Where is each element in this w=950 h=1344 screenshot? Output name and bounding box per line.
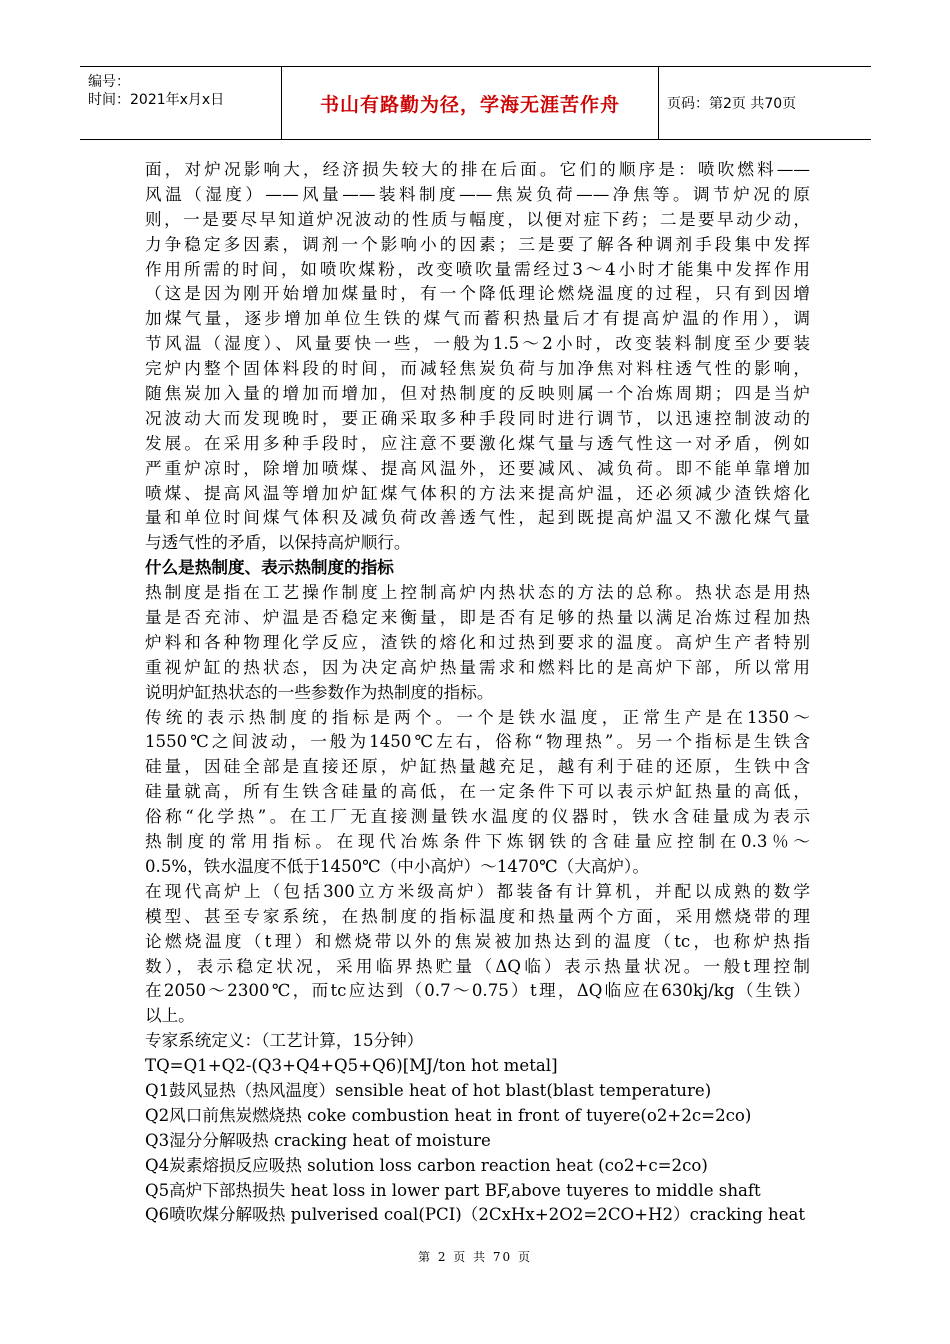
text-line: 发展。在采用多种手段时，应注意不要激化煤气量与透气性这一对矛盾，例如 [145,433,810,453]
text-line: 硅量，因硅全部是直接还原，炉缸热量越充足，越有利于硅的还原，生铁中含 [145,757,810,777]
page-footer: 第 2 页 共 70 页 [418,1250,532,1264]
text-line: 模型、甚至专家系统，在热制度的指标温度和热量两个方面，采用燃烧带的理 [145,906,810,926]
text-line: 数），表示稳定状况，采用临界热贮量（ΔQ临）表示热量状况。一般t理控制 [145,956,810,976]
text-line: 0.5%，铁水温度不低于1450℃（中小高炉）～1470℃（大高炉）。 [145,856,649,876]
formula-term-q6: Q6喷吹煤分解吸热 pulverised coal(PCI)（2CxHx+2O2=2CO+H2）cracking heat [145,1205,806,1225]
text-line: 论燃烧温度（t理）和燃烧带以外的焦炭被加热达到的温度（tc，也称炉热指 [145,931,810,951]
section-heading: 什么是热制度、表示热制度的指标 [145,558,394,578]
text-line: 炉料和各种物理化学反应，渣铁的熔化和过热到要求的温度。高炉生产者特别 [145,632,810,652]
text-line: 则，一是要尽早知道炉况波动的性质与幅度，以便对症下药；二是要早动少动， [145,209,810,229]
formula-line: TQ=Q1+Q2-(Q3+Q4+Q5+Q6)[MJ/ton hot metal] [145,1056,558,1076]
text-line: 重视炉缸的热状态，因为决定高炉热量需求和燃料比的是高炉下部，所以常用 [145,657,810,677]
text-line: 节风温（湿度）、风量要快一些，一般为1.5～2小时，改变装料制度至少要装 [145,334,810,354]
text-line: 与透气性的矛盾，以保持高炉顺行。 [145,533,411,553]
header-motto-cell [282,67,659,139]
text-line: 严重炉凉时，除增加喷煤、提高风温外，还要减风、减负荷。即不能单靠增加 [145,458,810,478]
text-line: 量和单位时间煤气体积及减负荷改善透气性，起到既提高炉温又不激化煤气量 [145,508,810,528]
text-line: 喷煤、提高风温等增加炉缸煤气体积的方法来提高炉温，还必须减少渣铁熔化 [145,483,810,503]
header-page-cell [659,67,871,139]
text-line: 力争稳定多因素，调剂一个影响小的因素；三是要了解各种调剂手段集中发挥 [145,234,810,254]
formula-term-q1: Q1鼓风显热（热风温度）sensible heat of hot blast(blast temperature) [145,1080,712,1100]
text-line: 作用所需的时间，如喷吹煤粉，改变喷吹量需经过3～4小时才能集中发挥作用 [145,259,810,279]
text-line: 以上。 [145,1006,195,1026]
text-line: 况波动大而发现晚时，要正确采取多种手段同时进行调节，以迅速控制波动的 [145,408,810,428]
text-line: 在现代高炉上（包括300立方米级高炉）都装备有计算机，并配以成熟的数学 [145,881,810,901]
header-motto: 书山有路勤为径，学海无涯苦作舟 [319,94,620,116]
text-line: 专家系统定义：（工艺计算，15分钟） [145,1031,424,1051]
text-line: 量是否充沛、炉温是否稳定来衡量，即是否有足够的热量以满足冶炼过程加热 [145,608,810,628]
text-line: 在2050～2300℃，而tc应达到（0.7～0.75）t理，ΔQ临应在630kj/kg（生铁） [145,981,810,1001]
formula-term-q2: Q2风口前焦炭燃烧热 coke combustion heat in front of tuyere(o2+2c=2co) [145,1105,752,1125]
text-line: 面，对炉况影响大，经济损失较大的排在后面。它们的顺序是：喷吹燃料—— [145,160,810,179]
document-date-label: 时间：2021年x月x日 [88,92,225,108]
formula-term-q4: Q4炭素熔损反应吸热 solution loss carbon reaction heat (co2+c=2co) [145,1155,708,1175]
text-line: 完炉内整个固体料段的时间，而减轻焦炭负荷与加净焦对料柱透气性的影响， [145,359,810,379]
text-line: 加煤气量，逐步增加单位生铁的煤气而蓄积热量后才有提高炉温的作用），调 [145,309,810,329]
text-line: 随焦炭加入量的增加而增加，但对热制度的反映则属一个冶炼周期；四是当炉 [145,384,810,404]
text-line: 热制度是指在工艺操作制度上控制高炉内热状态的方法的总称。热状态是用热 [145,583,810,603]
text-line: （这是因为刚开始增加煤量时，有一个降低理论燃烧温度的过程，只有到因增 [145,284,810,304]
page-header [80,66,871,140]
text-line: 硅量就高，所有生铁含硅量的高低，在一定条件下可以表示炉缸热量的高低， [145,782,810,802]
header-info-cell [80,67,282,139]
formula-term-q3: Q3湿分分解吸热 cracking heat of moisture [145,1130,491,1150]
text-line: 1550℃之间波动，一般为1450℃左右，俗称“物理热”。另一个指标是生铁含 [145,732,810,752]
formula-term-q5: Q5高炉下部热损失 heat loss in lower part BF,above tuyeres to middle shaft [145,1180,761,1200]
text-line: 俗称“化学热”。在工厂无直接测量铁水温度的仪器时，铁水含硅量成为表示 [145,807,810,827]
text-line: 风温（湿度）——风量——装料制度——焦炭负荷——净焦等。调节炉况的原 [145,184,810,204]
header-page-number: 页码：第2页 共70页 [667,96,797,112]
text-line: 热制度的常用指标。在现代冶炼条件下炼钢铁的含硅量应控制在0.3％～ [145,832,810,852]
text-line: 传统的表示热制度的指标是两个。一个是铁水温度，正常生产是在1350～ [145,707,810,727]
text-line: 说明炉缸热状态的一些参数作为热制度的指标。 [145,682,494,702]
document-body [145,158,810,1228]
document-code-label: 编号： [88,74,130,90]
